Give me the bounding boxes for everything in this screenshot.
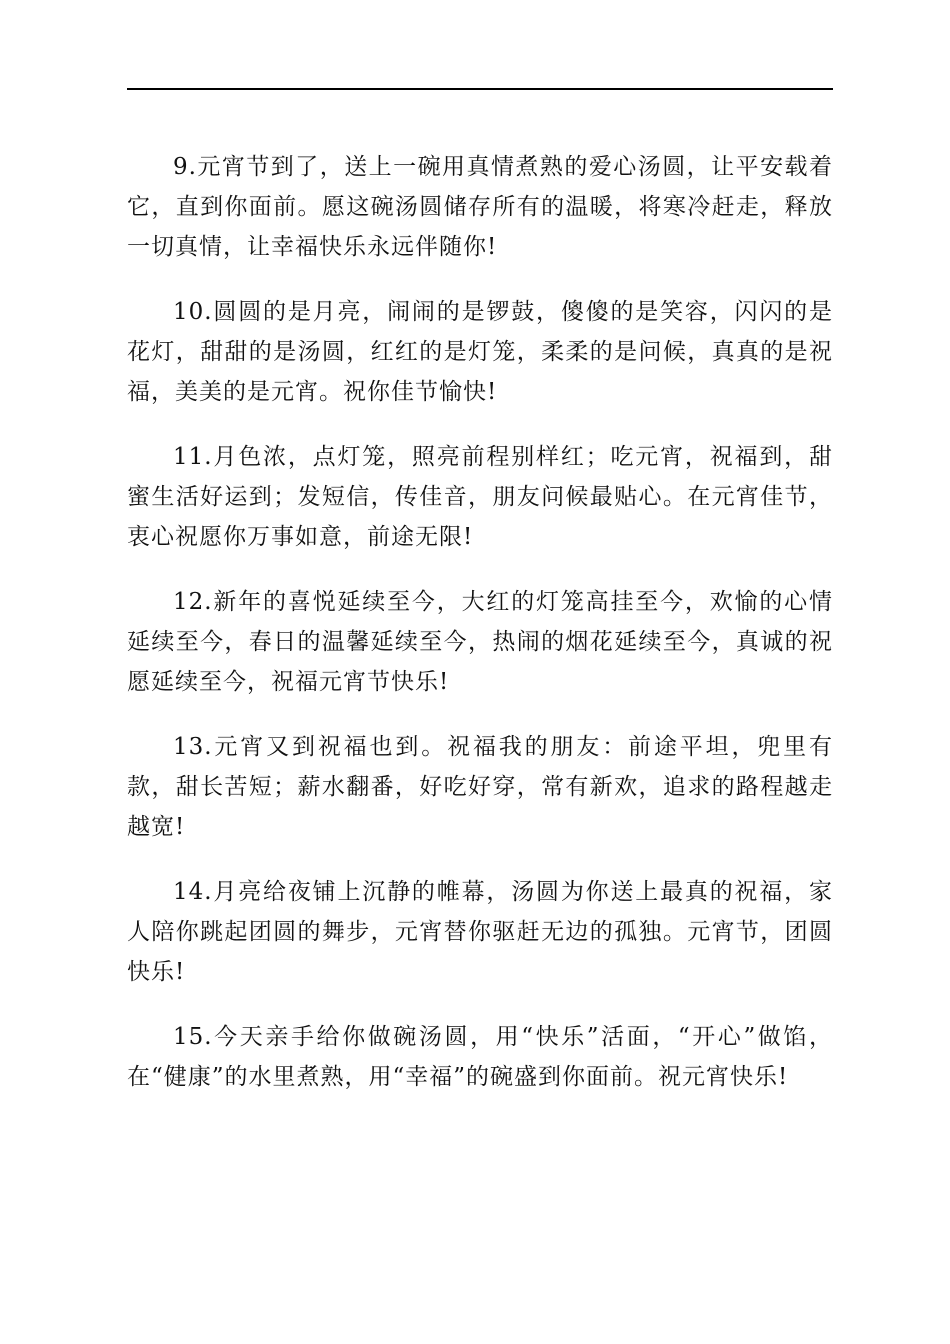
document-body xyxy=(127,147,833,1122)
paragraph-15: 15.今天亲手给你做碗汤圆，用“快乐”活面，“开心”做馅，在“健康”的水里煮熟，用“幸福”的碗盛到你面前。祝元宵快乐! xyxy=(127,1024,833,1090)
paragraph-12: 12.新年的喜悦延续至今，大红的灯笼高挂至今，欢愉的心情延续至今，春日的温馨延续至今，热闹的烟花延续至今，真诚的祝愿延续至今，祝福元宵节快乐! xyxy=(127,589,833,695)
header-rule xyxy=(127,88,833,90)
paragraph-13: 13.元宵又到祝福也到。祝福我的朋友：前途平坦，兜里有款，甜长苦短；薪水翻番，好吃好穿，常有新欢，追求的路程越走越宽! xyxy=(127,734,833,840)
paragraph-14: 14.月亮给夜铺上沉静的帷幕，汤圆为你送上最真的祝福，家人陪你跳起团圆的舞步，元宵替你驱赶无边的孤独。元宵节，团圆快乐! xyxy=(127,879,833,985)
paragraph-9: 9.元宵节到了，送上一碗用真情煮熟的爱心汤圆，让平安载着它，直到你面前。愿这碗汤圆储存所有的温暖，将寒冷赶走，释放一切真情，让幸福快乐永远伴随你! xyxy=(127,154,833,260)
paragraph-10: 10.圆圆的是月亮，闹闹的是锣鼓，傻傻的是笑容，闪闪的是花灯，甜甜的是汤圆，红红的是灯笼，柔柔的是问候，真真的是祝福，美美的是元宵。祝你佳节愉快! xyxy=(127,299,833,405)
paragraph-11: 11.月色浓，点灯笼，照亮前程别样红；吃元宵，祝福到，甜蜜生活好运到；发短信，传佳音，朋友问候最贴心。在元宵佳节，衷心祝愿你万事如意，前途无限! xyxy=(127,444,833,550)
